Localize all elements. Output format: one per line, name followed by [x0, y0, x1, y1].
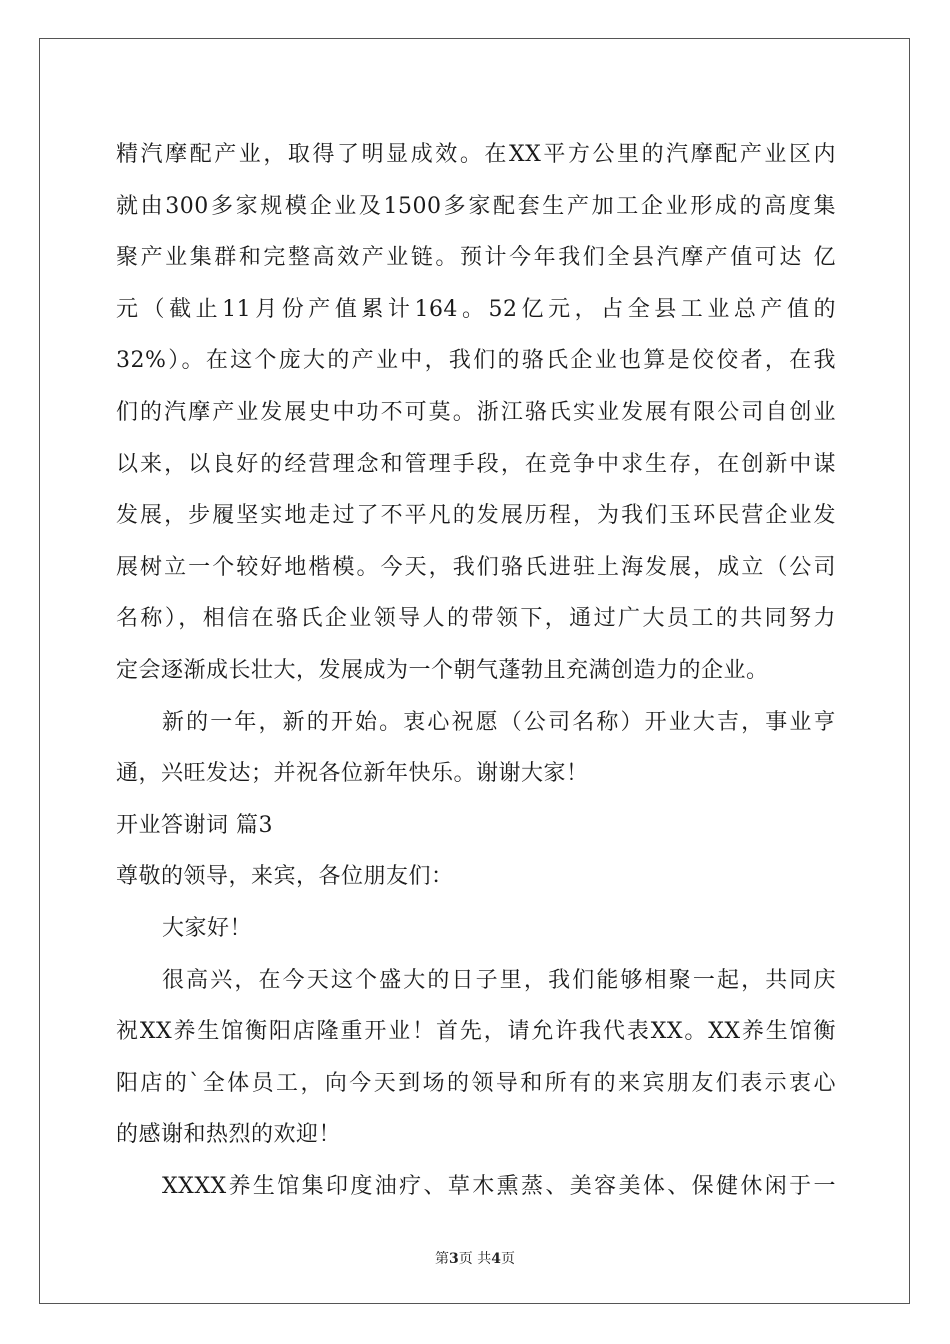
- text-line: 元（截止11月份产值累计164。52亿元，占全县工业总产值的: [116, 296, 836, 322]
- paragraph-first-line: 很高兴，在今天这个盛大的日子里，我们能够相聚一起，共同庆: [162, 967, 836, 993]
- text-line: 们的汽摩产业发展史中功不可莫。浙江骆氏实业发展有限公司自创业: [116, 399, 836, 425]
- footer-prefix: 第: [435, 1251, 450, 1267]
- text-line: 就由300多家规模企业及1500多家配套生产加工企业形成的高度集: [116, 193, 836, 219]
- footer-mid: 页 共: [458, 1251, 492, 1267]
- text-line: 展树立一个较好地楷模。今天，我们骆氏进驻上海发展，成立（公司: [116, 554, 836, 580]
- text-line: 祝XX养生馆衡阳店隆重开业！首先，请允许我代表XX。XX养生馆衡: [116, 1019, 836, 1045]
- footer-total-pages: 4: [491, 1251, 501, 1267]
- text-line: 定会逐渐成长壮大，发展成为一个朝气蓬勃且充满创造力的企业。: [116, 657, 769, 683]
- greeting: 大家好！: [162, 915, 253, 941]
- text-line: 通，兴旺发达；并祝各位新年快乐。谢谢大家！: [116, 761, 589, 787]
- text-line: 以来，以良好的经营理念和管理手段，在竞争中求生存，在创新中谋: [116, 451, 836, 477]
- text-line: 阳店的`全体员工，向今天到场的领导和所有的来宾朋友们表示衷心: [116, 1070, 836, 1096]
- text-line: 的感谢和热烈的欢迎！: [116, 1122, 342, 1148]
- text-line: 精汽摩配产业，取得了明显成效。在XX平方公里的汽摩配产业区内: [116, 142, 836, 167]
- text-line: 聚产业集群和完整高效产业链。预计今年我们全县汽摩产值可达 亿: [116, 245, 836, 271]
- paragraph-first-line: XXXX养生馆集印度油疗、草木熏蒸、美容美体、保健休闲于一: [162, 1173, 836, 1199]
- text-line: 名称），相信在骆氏企业领导人的带领下，通过广大员工的共同努力: [116, 606, 836, 632]
- salutation: 尊敬的领导，来宾，各位朋友们：: [116, 864, 454, 890]
- footer-page-number: 3: [449, 1251, 459, 1267]
- paragraph-first-line: 新的一年，新的开始。衷心祝愿（公司名称）开业大吉，事业亨: [162, 709, 836, 735]
- footer-suffix: 页: [500, 1251, 515, 1267]
- section-heading: 开业答谢词 篇3: [116, 812, 273, 838]
- page-footer: [0, 1248, 950, 1268]
- document-body: [116, 129, 836, 1212]
- text-line: 32%）。在这个庞大的产业中，我们的骆氏企业也算是佼佼者，在我: [116, 348, 836, 374]
- text-line: 发展，步履坚实地走过了不平凡的发展历程，为我们玉环民营企业发: [116, 503, 836, 529]
